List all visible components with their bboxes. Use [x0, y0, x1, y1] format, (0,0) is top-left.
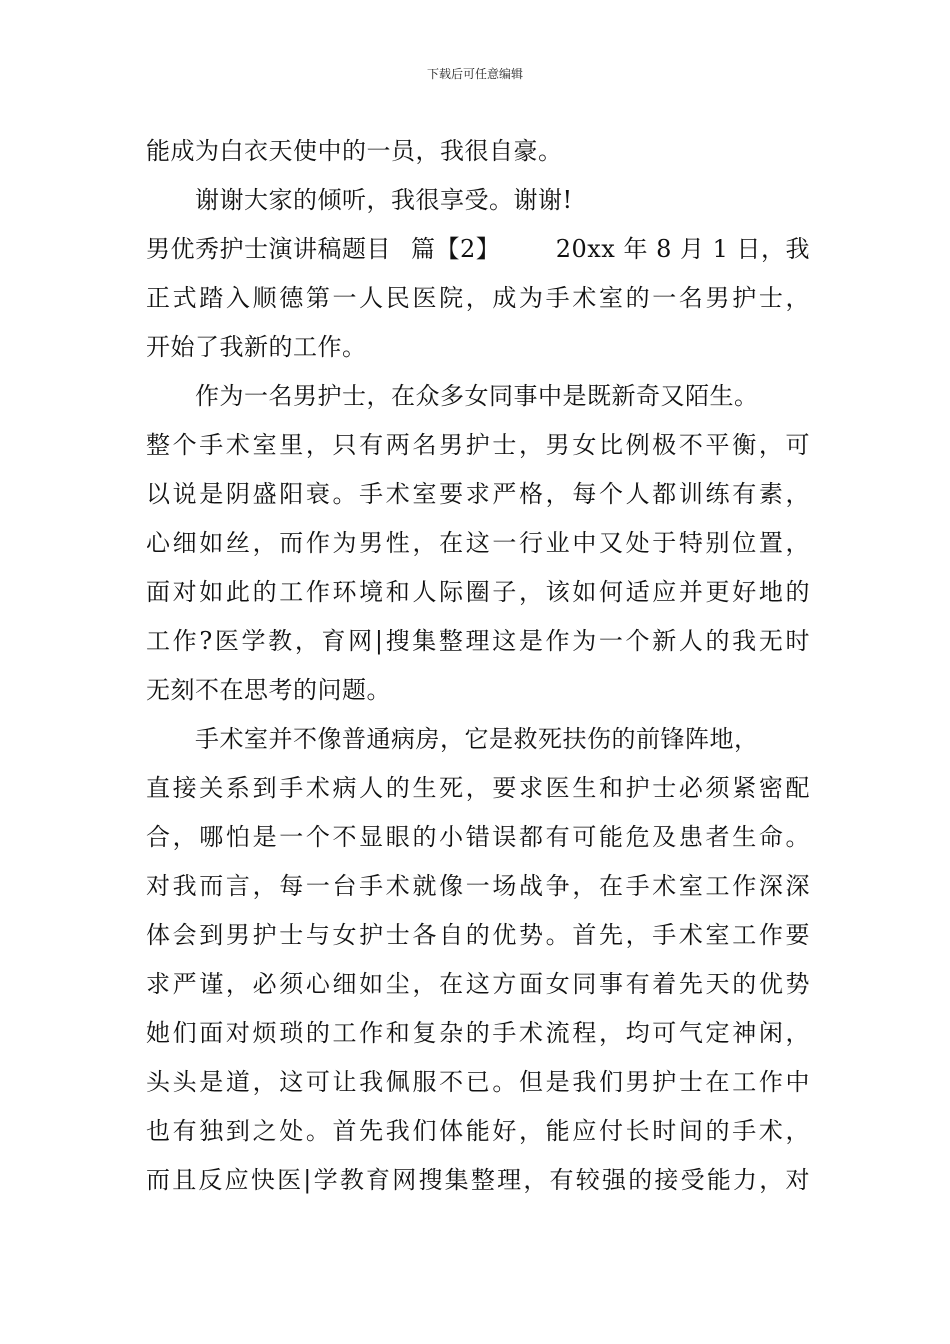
text-line: 也有独到之处。首先我们体能好，能应付长时间的手术， — [146, 1117, 810, 1145]
section-heading-line — [146, 228, 810, 277]
text-line: 以说是阴盛阳衰。手术室要求严格，每个人都训练有素， — [146, 480, 810, 508]
text-line: 工作?医学教，育网|搜集整理这是作为一个新人的我无时 — [146, 627, 810, 655]
section-part-label: 篇【2】 — [411, 235, 501, 263]
text-line: 头头是道，这可让我佩服不已。但是我们男护士在工作中 — [146, 1068, 810, 1096]
section-date-text: 20xx 年 8 月 1 日，我 — [555, 235, 810, 263]
text-line: 直接关系到手术病人的生死，要求医生和护士必须紧密配 — [146, 774, 810, 802]
text-line: 手术室并不像普通病房，它是救死扶伤的前锋阵地， — [195, 725, 759, 753]
text-line: 对我而言，每一台手术就像一场战争，在手术室工作深深 — [146, 872, 810, 900]
text-line: 谢谢大家的倾听，我很享受。谢谢! — [195, 186, 573, 214]
document-body — [146, 130, 810, 1208]
section-title: 男优秀护士演讲稿题目 — [146, 235, 391, 263]
text-line: 体会到男护士与女护士各自的优势。首先，手术室工作要 — [146, 921, 810, 949]
text-line: 开始了我新的工作。 — [146, 333, 367, 361]
page-header-note: 下载后可任意编辑 — [426, 67, 523, 81]
text-line: 能成为白衣天使中的一员，我很自豪。 — [146, 137, 563, 165]
text-line: 作为一名男护士，在众多女同事中是既新奇又陌生。 — [195, 382, 759, 410]
text-line: 整个手术室里，只有两名男护士，男女比例极不平衡，可 — [146, 431, 810, 459]
text-line: 心细如丝，而作为男性，在这一行业中又处于特别位置， — [146, 529, 810, 557]
text-line: 求严谨，必须心细如尘，在这方面女同事有着先天的优势 — [146, 970, 810, 998]
text-line: 无刻不在思考的问题。 — [146, 676, 391, 704]
text-line: 合，哪怕是一个不显眼的小错误都有可能危及患者生命。 — [146, 823, 810, 851]
text-line: 她们面对烦琐的工作和复杂的手术流程，均可气定神闲， — [146, 1019, 810, 1047]
text-line: 面对如此的工作环境和人际圈子，该如何适应并更好地的 — [146, 578, 810, 606]
text-line: 正式踏入顺德第一人民医院，成为手术室的一名男护士， — [146, 284, 810, 312]
text-line: 而且反应快医|学教育网搜集整理，有较强的接受能力，对 — [146, 1166, 810, 1194]
